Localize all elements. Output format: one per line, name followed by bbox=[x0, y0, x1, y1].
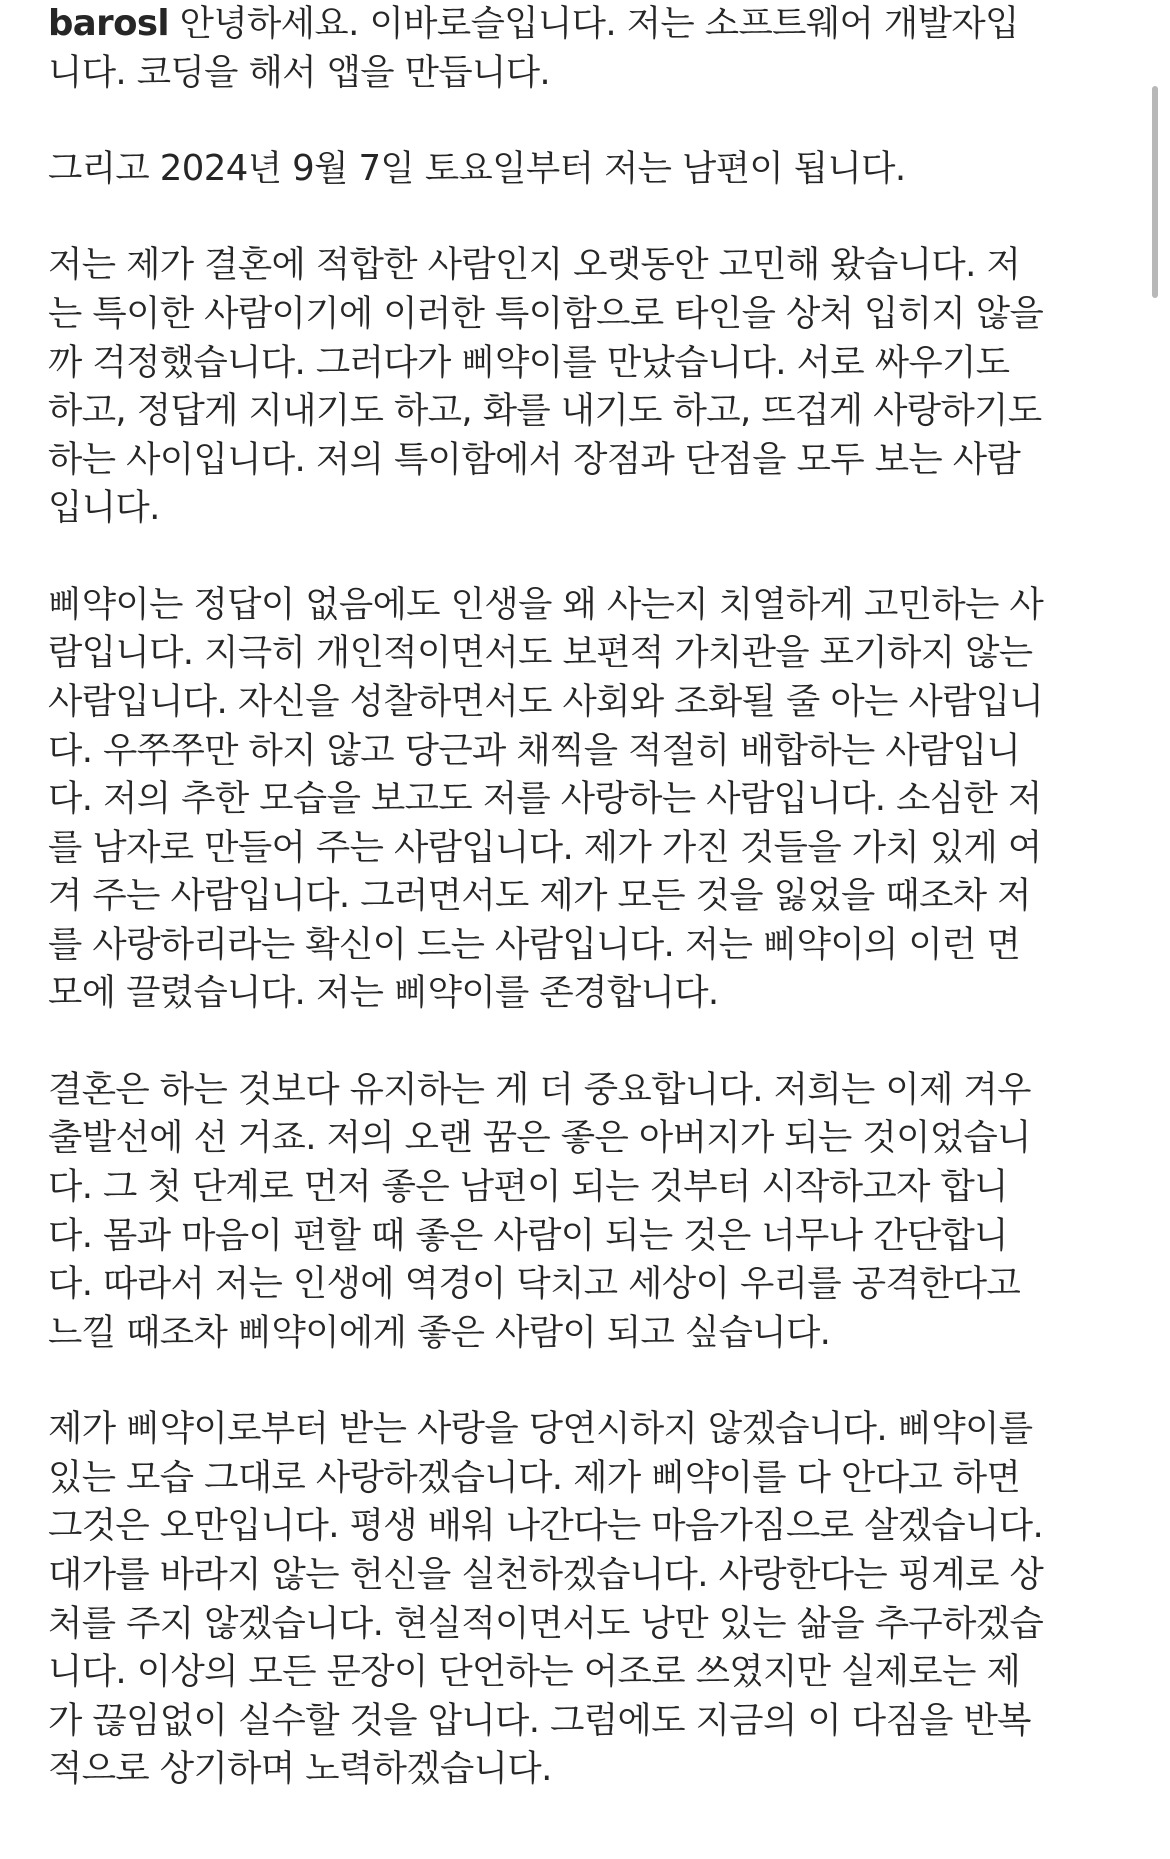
caption-line: 하는 사이입니다. 저의 특이함에서 장점과 단점을 모두 보는 사람 bbox=[48, 438, 1021, 480]
caption-paragraph bbox=[48, 241, 1128, 533]
caption-paragraph bbox=[48, 1066, 1128, 1358]
caption-line: 람입니다. 지극히 개인적이면서도 보편적 가치관을 포기하지 않는 bbox=[48, 632, 1033, 674]
caption-line: 겨 주는 사람입니다. 그러면서도 제가 모든 것을 잃었을 때조차 저 bbox=[48, 875, 1031, 917]
caption-paragraph bbox=[48, 49, 1128, 98]
caption-paragraphs bbox=[48, 49, 1128, 1794]
caption-line: 모에 끌렸습니다. 저는 삐약이를 존경합니다. bbox=[48, 972, 719, 1014]
paragraph-gap bbox=[48, 194, 1128, 242]
caption-line: 그것은 오만입니다. 평생 배워 나간다는 마음가짐으로 살겠습니다. bbox=[48, 1505, 1044, 1547]
caption-line: 를 남자로 만들어 주는 사람입니다. 제가 가진 것들을 가치 있게 여 bbox=[48, 826, 1042, 868]
caption-line: 저는 제가 결혼에 적합한 사람인지 오랫동안 고민해 왔습니다. 저 bbox=[48, 244, 1021, 286]
paragraph-gap bbox=[48, 1018, 1128, 1066]
caption-line: 다. 우쭈쭈만 하지 않고 당근과 채찍을 적절히 배합하는 사람입니 bbox=[48, 729, 1021, 771]
caption-line: 니다. 코딩을 해서 앱을 만듭니다. bbox=[48, 51, 551, 93]
caption-line: 가 끊임없이 실수할 것을 압니다. 그럼에도 지금의 이 다짐을 반복 bbox=[48, 1699, 1031, 1741]
paragraph-gap bbox=[48, 533, 1128, 581]
caption-line: 느낄 때조차 삐약이에게 좋은 사람이 되고 싶습니다. bbox=[48, 1311, 831, 1353]
caption-line: 를 사랑하리라는 확신이 드는 사람입니다. 저는 삐약이의 이런 면 bbox=[48, 923, 1021, 965]
caption-line: 하고, 정답게 지내기도 하고, 화를 내기도 하고, 뜨겁게 사랑하기도 bbox=[48, 390, 1042, 432]
caption-line: 삐약이는 정답이 없음에도 인생을 왜 사는지 치열하게 고민하는 사 bbox=[48, 583, 1044, 625]
caption-line: 그리고 2024년 9월 7일 토요일부터 저는 남편이 됩니다. bbox=[48, 147, 906, 189]
caption-line: 제가 삐약이로부터 받는 사랑을 당연시하지 않겠습니다. 삐약이를 bbox=[48, 1408, 1033, 1450]
post-caption bbox=[48, 0, 1128, 1794]
caption-line: 적으로 상기하며 노력하겠습니다. bbox=[48, 1748, 552, 1790]
caption-paragraph bbox=[48, 145, 1128, 194]
caption-line: 다. 그 첫 단계로 먼저 좋은 남편이 되는 것부터 시작하고자 합니 bbox=[48, 1166, 1008, 1208]
caption-text: 안녕하세요. 이바로슬입니다. 저는 소프트웨어 개발자입 bbox=[179, 3, 1019, 44]
caption-line: 사람입니다. 자신을 성찰하면서도 사회와 조화될 줄 아는 사람입니 bbox=[48, 680, 1044, 722]
caption-line: 있는 모습 그대로 사랑하겠습니다. 제가 삐약이를 다 안다고 하면 bbox=[48, 1456, 1021, 1498]
caption-line: 출발선에 선 거죠. 저의 오랜 꿈은 좋은 아버지가 되는 것이었습니 bbox=[48, 1117, 1031, 1159]
caption-paragraph bbox=[48, 1405, 1128, 1794]
caption-line: 대가를 바라지 않는 헌신을 실천하겠습니다. 사랑한다는 핑계로 상 bbox=[48, 1554, 1044, 1596]
paragraph-gap bbox=[48, 97, 1128, 145]
caption-first-line bbox=[48, 0, 1128, 49]
caption-line: 니다. 이상의 모든 문장이 단언하는 어조로 쓰였지만 실제로는 제 bbox=[48, 1651, 1021, 1693]
caption-line: 결혼은 하는 것보다 유지하는 게 더 중요합니다. 저희는 이제 겨우 bbox=[48, 1068, 1031, 1110]
caption-line: 다. 저의 추한 모습을 보고도 저를 사랑하는 사람입니다. 소심한 저 bbox=[48, 778, 1042, 820]
caption-line: 입니다. bbox=[48, 487, 160, 529]
scrollbar[interactable] bbox=[1152, 86, 1158, 298]
caption-line: 는 특이한 사람이기에 이러한 특이함으로 타인을 상처 입히지 않을 bbox=[48, 292, 1044, 334]
caption-line: 다. 몸과 마음이 편할 때 좋은 사람이 되는 것은 너무나 간단합니 bbox=[48, 1214, 1008, 1256]
caption-paragraph bbox=[48, 581, 1128, 1018]
username-link[interactable]: barosl bbox=[48, 3, 169, 44]
caption-line: 처를 주지 않겠습니다. 현실적이면서도 낭만 있는 삶을 추구하겠습 bbox=[48, 1602, 1044, 1644]
caption-line: 까 걱정했습니다. 그러다가 삐약이를 만났습니다. 서로 싸우기도 bbox=[48, 341, 1010, 383]
paragraph-gap bbox=[48, 1357, 1128, 1405]
caption-line: 다. 따라서 저는 인생에 역경이 닥치고 세상이 우리를 공격한다고 bbox=[48, 1263, 1021, 1305]
